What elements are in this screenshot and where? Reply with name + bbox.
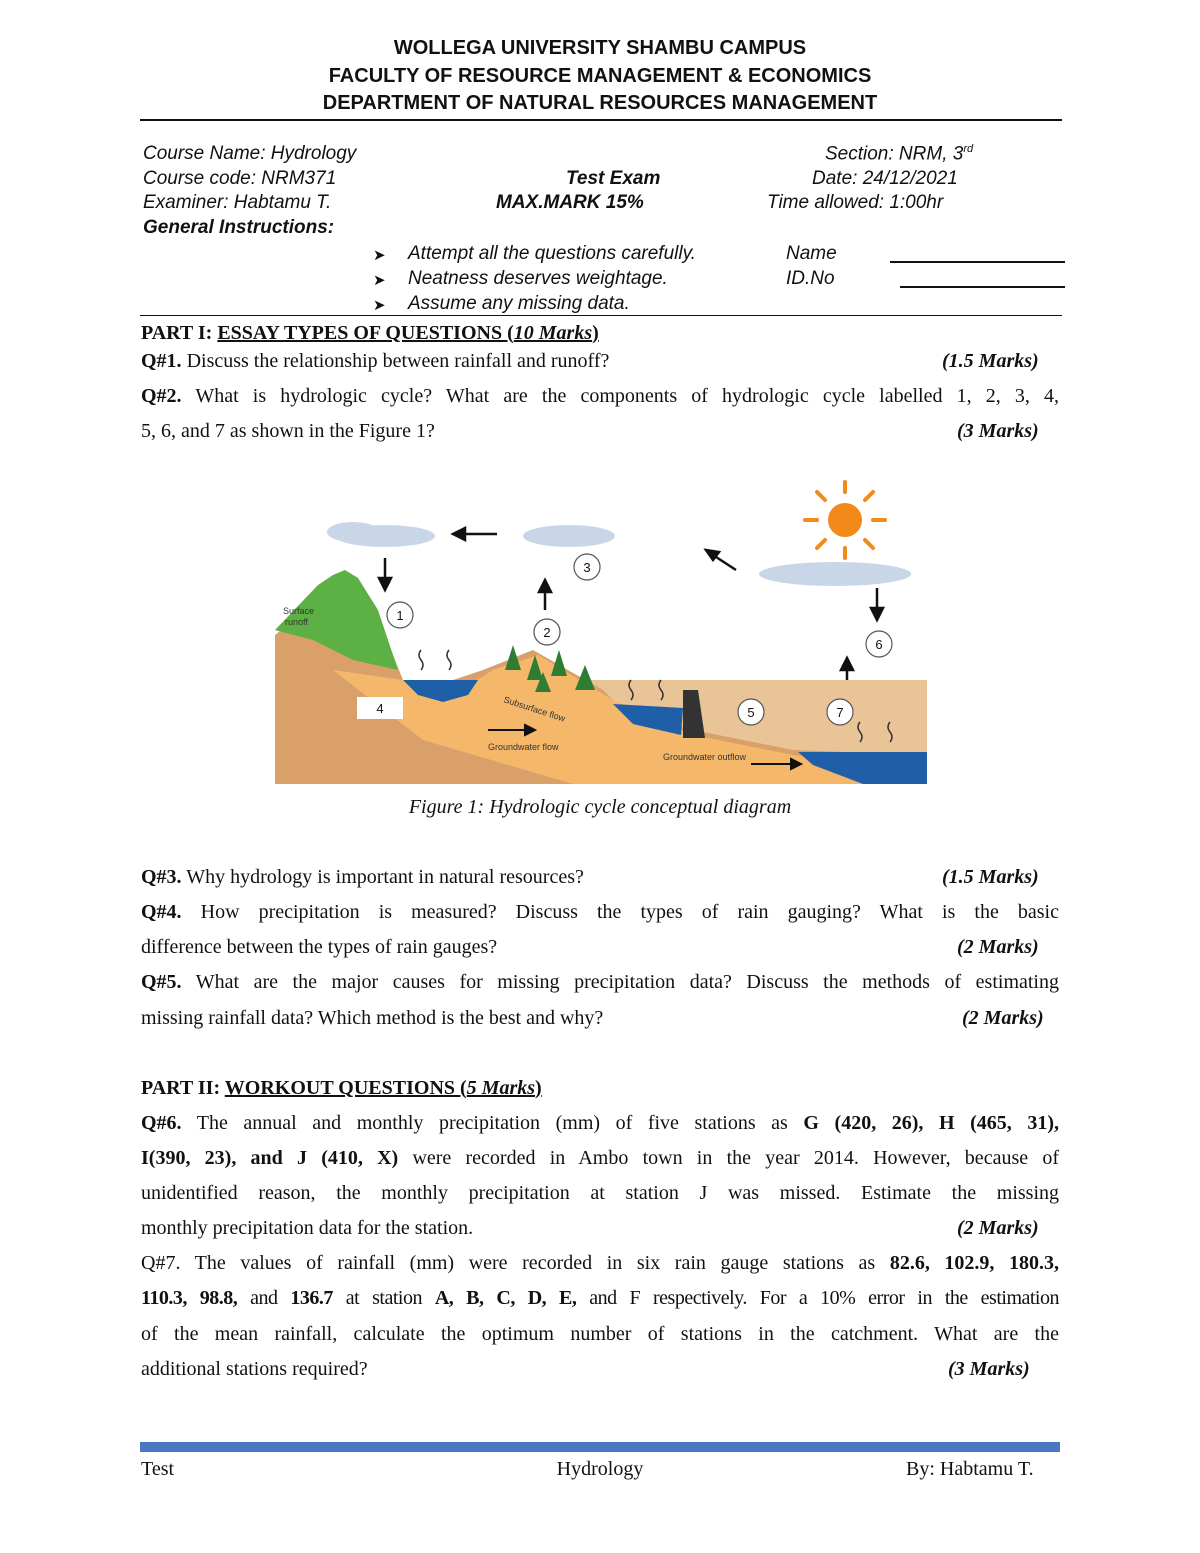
instruction-item: Neatness deserves weightage. (408, 268, 668, 289)
q7-line2-rest: and F respectively. For a 10% error in the estimation (576, 1287, 1059, 1309)
q4-marks: (2 Marks) (957, 936, 1039, 958)
part2-marks: 5 Marks (466, 1077, 536, 1099)
label-5: 5 (747, 705, 755, 720)
name-label: Name (786, 243, 837, 264)
question-6-line3: unidentified reason, the monthly precipitation at station J was missed. Estimate the missing (141, 1182, 1059, 1204)
question-4-line2: difference between the types of rain gauges? (141, 936, 498, 958)
time-allowed: Time allowed: 1:00hr (767, 192, 944, 213)
label-1: 1 (396, 608, 404, 623)
q1-text: Discuss the relationship between rainfall and runoff? (181, 350, 610, 372)
part2-title (225, 1077, 542, 1099)
question-5-line1 (141, 971, 1059, 994)
flow-arrows (379, 528, 883, 690)
question-5-line2: missing rainfall data? Which method is the best and why? (141, 1007, 604, 1029)
part1-prefix: PART I: (141, 322, 218, 344)
q4-label: Q#4. (141, 901, 182, 923)
section-label (825, 143, 973, 165)
instruction-item: Assume any missing data. (408, 293, 630, 314)
label-3: 3 (583, 560, 591, 575)
course-code: Course code: NRM371 (143, 168, 337, 189)
q7-at-station: at station (332, 1287, 435, 1309)
figure-caption: Figure 1: Hydrologic cycle conceptual diagram (408, 796, 792, 818)
question-4-line1 (141, 901, 1059, 924)
section-superscript: rd (963, 143, 974, 155)
question-6-line4: monthly precipitation data for the station. (141, 1217, 474, 1239)
department-name: DEPARTMENT OF NATURAL RESOURCES MANAGEMENT (322, 92, 878, 114)
q7-and: and (237, 1287, 291, 1309)
part2-prefix: PART II: (141, 1077, 225, 1099)
q6-stations-ij: I(390, 23), and J (410, X) (141, 1147, 399, 1169)
part1-marks: 10 Marks (513, 322, 593, 344)
university-name: WOLLEGA UNIVERSITY SHAMBU CAMPUS (393, 37, 807, 59)
instruction-item: Attempt all the questions carefully. (408, 243, 696, 264)
q3-text: Why hydrology is important in natural resources? (181, 866, 584, 888)
sun-icon (805, 482, 885, 558)
question-7-line4: additional stations required? (141, 1358, 368, 1380)
question-2-line1 (141, 385, 1059, 408)
groundwater-outflow-label: Groundwater outflow (663, 752, 747, 762)
id-field-line[interactable] (900, 286, 1065, 288)
footer-right: By: Habtamu T. (906, 1458, 1034, 1480)
q7-line1a: Q#7. The values of rainfall (mm) were recorded in six rain gauge stations as (141, 1252, 890, 1274)
q1-label: Q#1. (141, 350, 182, 372)
q7-value-f: 136.7 (290, 1287, 333, 1309)
name-field-line[interactable] (890, 261, 1065, 263)
q3-marks: (1.5 Marks) (942, 866, 1039, 888)
max-mark-label: MAX.MARK 15% (496, 192, 644, 213)
groundwater-flow-label: Groundwater flow (488, 742, 559, 752)
part2-heading (141, 1077, 542, 1100)
q6-line2b: were recorded in Ambo town in the year 2014. However, because of (398, 1147, 1059, 1169)
label-7: 7 (836, 705, 844, 720)
q5-marks: (2 Marks) (962, 1007, 1044, 1029)
question-1 (141, 350, 609, 373)
q3-label: Q#3. (141, 866, 182, 888)
part2-close: ) (535, 1077, 542, 1099)
part1-close: ) (592, 322, 599, 344)
q7-marks: (3 Marks) (948, 1358, 1030, 1380)
q2-label: Q#2. (141, 385, 182, 407)
test-exam-label: Test Exam (566, 168, 661, 189)
footer-bar (140, 1442, 1060, 1452)
section-text: Section: NRM, 3 (825, 143, 964, 165)
question-6-line1 (141, 1112, 1059, 1135)
id-label: ID.No (786, 268, 835, 289)
footer-left: Test (141, 1458, 175, 1480)
q5-line1-text: What are the major causes for missing precipitation data? Discuss the methods of estimating (181, 971, 1059, 993)
q6-stations-gh: G (420, 26), H (465, 31), (803, 1112, 1060, 1134)
faculty-name: FACULTY OF RESOURCE MANAGEMENT & ECONOMICS (328, 65, 872, 87)
bullet-arrow-icon: ➤ (373, 271, 386, 289)
q5-label: Q#5. (141, 971, 182, 993)
surface-runoff-label-2: runoff (285, 617, 308, 627)
label-4: 4 (376, 701, 384, 716)
surface-runoff-label-1: Surface (283, 606, 315, 616)
general-instructions-label: General Instructions: (143, 217, 335, 238)
q4-line1-text: How precipitation is measured? Discuss the types of rain gauging? What is the basic (181, 901, 1059, 923)
part2-title-text: WORKOUT QUESTIONS ( (224, 1077, 467, 1099)
question-7-line1 (141, 1252, 1059, 1275)
bullet-arrow-icon: ➤ (373, 296, 386, 314)
q7-stations: A, B, C, D, E, (434, 1287, 577, 1309)
q2-marks: (3 Marks) (957, 420, 1039, 442)
q6-label: Q#6. (141, 1112, 182, 1134)
q7-values-1: 82.6, 102.9, 180.3, (889, 1252, 1060, 1274)
bullet-arrow-icon: ➤ (373, 246, 386, 264)
cloud-left-puff (327, 522, 379, 542)
q6-line1a: The annual and monthly precipitation (mm) of five stations as (181, 1112, 804, 1134)
subsurface-flow-label: Subsurface flow (502, 694, 567, 724)
q6-marks: (2 Marks) (957, 1217, 1039, 1239)
part1-title (217, 322, 598, 344)
examiner: Examiner: Habtamu T. (143, 192, 332, 213)
question-6-line2 (141, 1147, 1059, 1170)
question-3 (141, 866, 584, 889)
hydrologic-cycle-figure (273, 480, 933, 790)
label-6: 6 (875, 637, 883, 652)
cloud-middle (523, 525, 615, 547)
footer-center: Hydrology (556, 1458, 644, 1480)
q7-values-2: 110.3, 98.8, (141, 1287, 238, 1309)
header-rule (140, 119, 1062, 121)
label-2: 2 (543, 625, 551, 640)
q2-line1-text: What is hydrologic cycle? What are the components of hydrologic cycle labelled 1, 2, 3, 4, (181, 385, 1059, 407)
course-name: Course Name: Hydrology (143, 143, 357, 164)
cloud-right (759, 562, 911, 586)
exam-date: Date: 24/12/2021 (812, 168, 958, 189)
part1-heading (141, 322, 599, 345)
question-2-line2: 5, 6, and 7 as shown in the Figure 1? (141, 420, 435, 442)
info-rule (140, 315, 1062, 316)
question-7-line3: of the mean rainfall, calculate the optimum number of stations in the catchment. What are the (141, 1323, 1059, 1345)
q1-marks: (1.5 Marks) (942, 350, 1039, 372)
question-7-line2 (141, 1287, 1059, 1310)
part1-title-text: ESSAY TYPES OF QUESTIONS ( (217, 322, 514, 344)
